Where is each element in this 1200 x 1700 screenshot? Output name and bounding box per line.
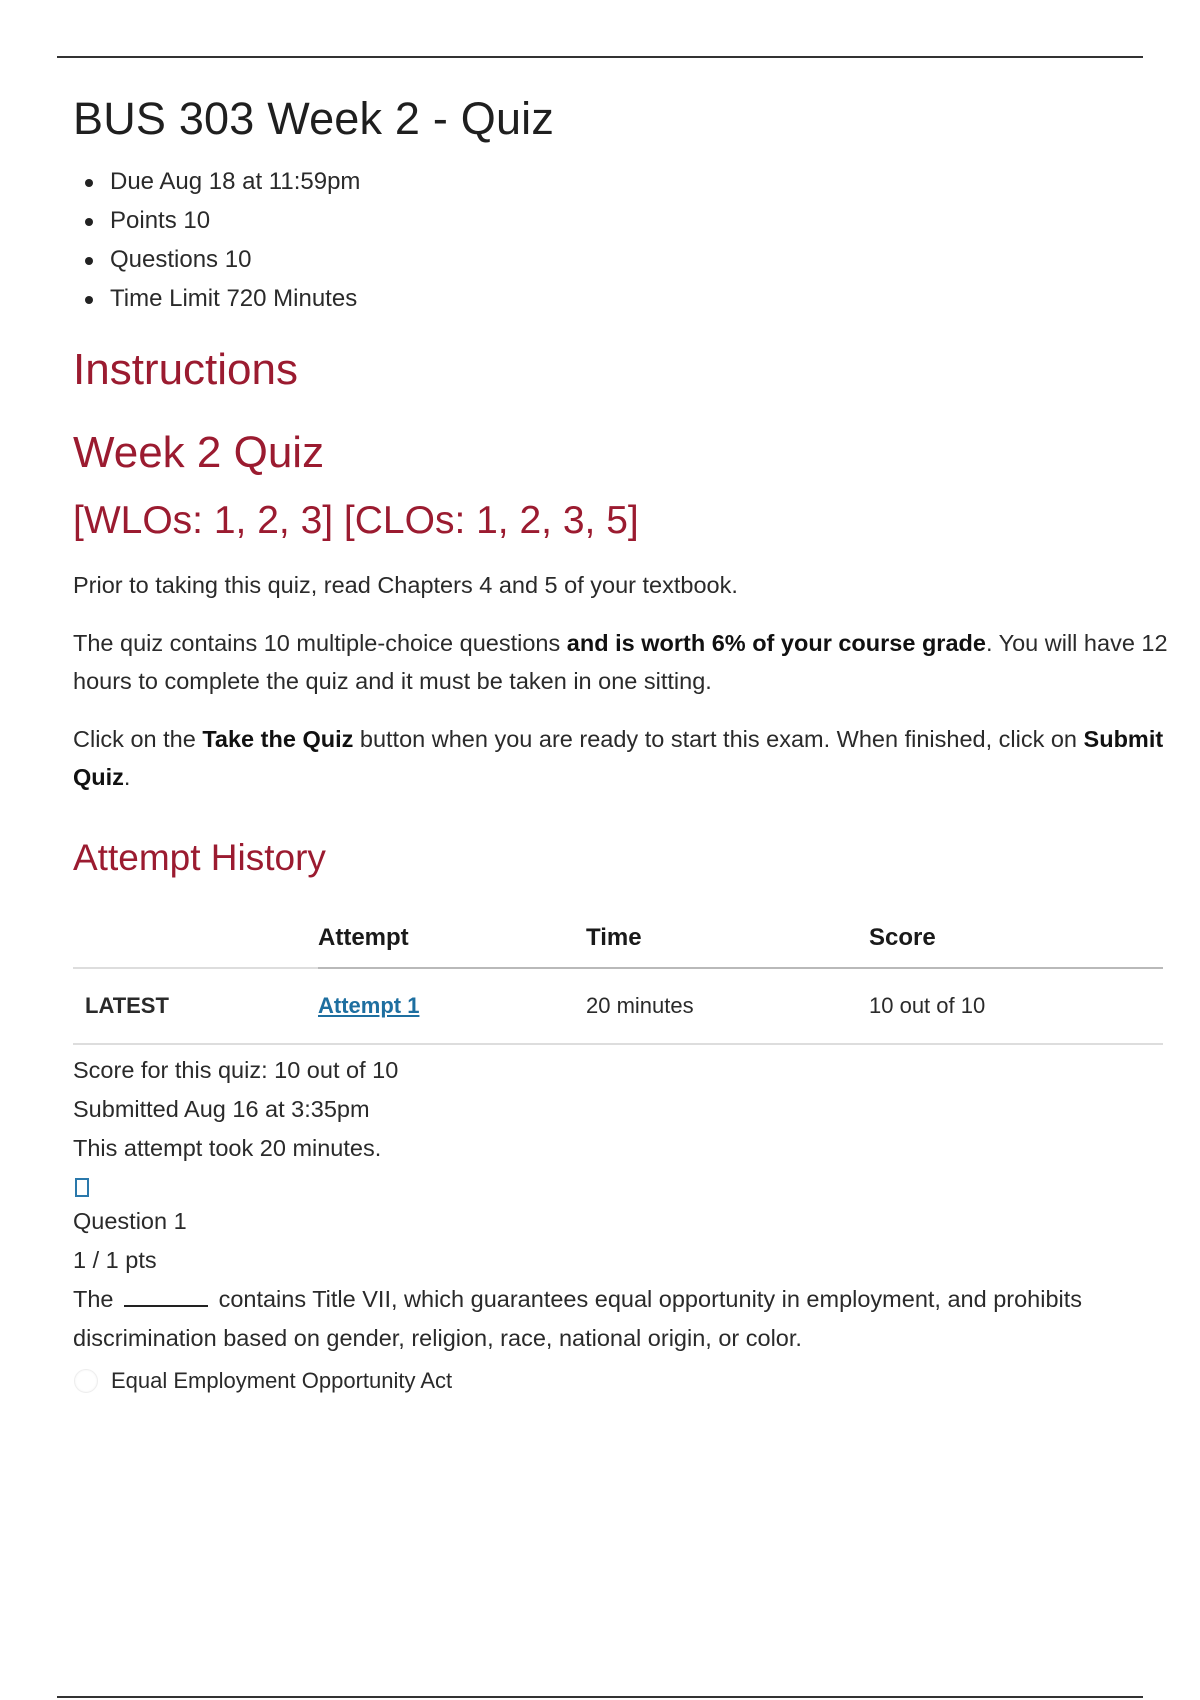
quiz-start-instruction: Click on the Take the Quiz button when you are ready to start this exam. When finished, click on Submit Quiz. bbox=[73, 726, 1164, 791]
quiz-page bbox=[73, 92, 1168, 1400]
column-header-attempt: Attempt bbox=[318, 909, 586, 968]
quiz-heading: Week 2 Quiz bbox=[73, 427, 325, 477]
bottom-rule bbox=[57, 1696, 1143, 1698]
quiz-details bbox=[73, 162, 1168, 318]
latest-label: LATEST bbox=[73, 968, 318, 1044]
points: Points 10 bbox=[73, 201, 1168, 240]
table-header-row bbox=[73, 909, 1163, 968]
due-date: Due Aug 18 at 11:59pm bbox=[73, 162, 1168, 201]
answer-radio[interactable] bbox=[74, 1369, 98, 1393]
quiz-score: Score for this quiz: 10 out of 10 bbox=[73, 1056, 399, 1083]
answer-option[interactable] bbox=[73, 1362, 1168, 1400]
question-number: Question 1 bbox=[73, 1207, 187, 1234]
instructions-heading: Instructions bbox=[73, 345, 298, 394]
attempt-history-table bbox=[73, 909, 1163, 1045]
question-points: 1 / 1 pts bbox=[73, 1246, 157, 1273]
column-header-score: Score bbox=[869, 909, 1163, 968]
answer-blank bbox=[124, 1281, 208, 1307]
attempt-history-heading: Attempt History bbox=[73, 837, 326, 879]
attempt-duration: This attempt took 20 minutes. bbox=[73, 1134, 382, 1161]
question-text: The contains Title VII, which guarantees equal opportunity in employment, and prohibits discrimination based on gender, religion, race, national origin, or color. bbox=[73, 1280, 1168, 1358]
submitted-time: Submitted Aug 16 at 3:35pm bbox=[73, 1095, 370, 1122]
time-cell: 20 minutes bbox=[586, 968, 869, 1044]
column-header-blank bbox=[73, 909, 318, 968]
top-rule bbox=[57, 56, 1143, 58]
quiz-description: The quiz contains 10 multiple-choice questions and is worth 6% of your course grade. You will have 12 hours to complete the quiz and it must be taken in one sitting. bbox=[73, 630, 1168, 695]
question-flag[interactable] bbox=[73, 1168, 1168, 1202]
score-cell: 10 out of 10 bbox=[869, 968, 1163, 1044]
answer-label: Equal Employment Opportunity Act bbox=[111, 1367, 453, 1393]
reading-instruction: Prior to taking this quiz, read Chapters 4 and 5 of your textbook. bbox=[73, 572, 738, 599]
table-row bbox=[73, 968, 1163, 1044]
question-count: Questions 10 bbox=[73, 240, 1168, 279]
attempt-cell bbox=[318, 968, 586, 1044]
attempt-1-link[interactable]: Attempt 1 bbox=[318, 992, 420, 1018]
learning-outcomes: [WLOs: 1, 2, 3] [CLOs: 1, 2, 3, 5] bbox=[73, 498, 639, 542]
attempt-summary bbox=[73, 1051, 1168, 1168]
page-title: BUS 303 Week 2 - Quiz bbox=[73, 93, 555, 144]
time-limit: Time Limit 720 Minutes bbox=[73, 279, 1168, 318]
column-header-time: Time bbox=[586, 909, 869, 968]
flag-icon[interactable] bbox=[75, 1178, 89, 1197]
